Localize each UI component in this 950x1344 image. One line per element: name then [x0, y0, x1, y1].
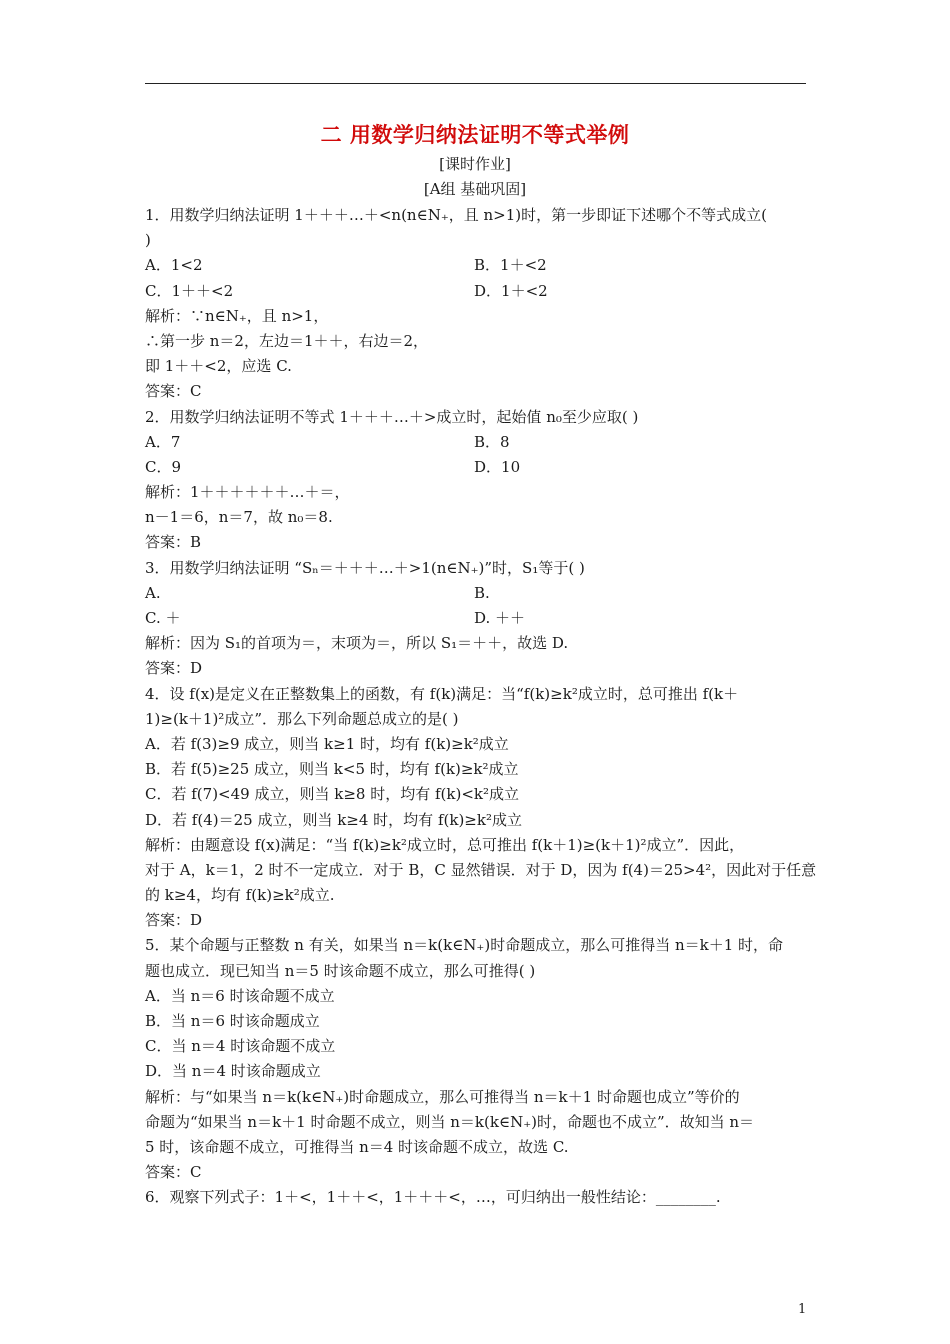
option-left: A．1<2	[145, 256, 203, 275]
option-right: D. ＋＋	[474, 609, 526, 627]
text-line	[145, 354, 810, 379]
subtitle: [课时作业]	[439, 155, 511, 173]
line-text: 解析：由题意设 f(x)满足：“当 f(k)≥k²成立时，总可推出 f(k＋1)≥(k＋1)²成立”．因此，	[145, 835, 745, 854]
line-text: 答案：C	[145, 1163, 202, 1182]
text-line	[145, 329, 810, 354]
line-text: 3．用数学归纳法证明 “Sₙ＝＋＋＋…＋>1(n∈N₊)”时，S₁等于( )	[145, 558, 585, 577]
text-line	[145, 581, 810, 606]
text-line	[145, 1160, 810, 1185]
text-line	[145, 883, 810, 908]
page-number: 1	[798, 1302, 807, 1317]
line-text: 的 k≥4，均有 f(k)≥k²成立.	[145, 886, 335, 905]
text-line	[145, 833, 810, 858]
text-line	[145, 959, 810, 984]
line-text: 即 1＋＋<2，应选 C.	[145, 357, 292, 376]
line-text: 解析：∵n∈N₊，且 n>1，	[145, 306, 329, 325]
text-line	[145, 253, 810, 278]
option-left: C．9	[145, 457, 182, 476]
text-line	[145, 1034, 810, 1059]
text-line	[145, 430, 810, 455]
line-text: 题也成立．现已知当 n＝5 时该命题不成立，那么可推得( )	[145, 961, 536, 980]
text-line	[145, 933, 810, 958]
line-text: n－1＝6，n＝7，故 n₀＝8.	[145, 508, 333, 527]
page-title: 二 用数学归纳法证明不等式举例	[320, 122, 630, 147]
line-text: B．若 f(5)≥25 成立，则当 k<5 时，均有 f(k)≥k²成立	[145, 760, 519, 779]
text-line	[145, 228, 810, 253]
text-line	[145, 757, 810, 782]
line-text: ∴第一步 n＝2，左边＝1＋＋，右边＝2，	[145, 331, 429, 350]
line-text: 答案：D	[145, 911, 203, 930]
text-line	[145, 304, 810, 329]
text-line	[145, 656, 810, 681]
option-right: B．8	[474, 432, 510, 451]
text-line	[145, 1059, 810, 1084]
option-right: D．10	[474, 457, 521, 476]
text-line	[145, 1085, 810, 1110]
text-line	[145, 203, 810, 228]
line-text: 答案：D	[145, 659, 203, 678]
text-line	[145, 1185, 810, 1210]
line-text: 命题为“如果当 n＝k＋1 时命题不成立，则当 n＝k(k∈N₊)时，命题也不成立”．故知当 n＝	[145, 1112, 755, 1131]
text-line	[145, 556, 810, 581]
line-text: )	[145, 231, 151, 250]
text-line	[145, 530, 810, 555]
text-line	[145, 379, 810, 404]
text-line	[145, 984, 810, 1009]
text-line	[145, 1110, 810, 1135]
line-text: B．当 n＝6 时该命题成立	[145, 1012, 320, 1030]
text-line	[145, 682, 810, 707]
line-text: 解析：因为 S₁的首项为＝，末项为＝，所以 S₁＝＋＋，故选 D.	[145, 634, 569, 653]
text-line	[145, 631, 810, 656]
group-heading: [A组 基础巩固]	[423, 180, 527, 198]
option-right: B.	[474, 583, 490, 602]
line-text: 2．用数学归纳法证明不等式 1＋＋＋…＋>成立时，起始值 n₀至少应取( )	[145, 407, 639, 426]
option-left: C. ＋	[145, 609, 181, 627]
option-right: B．1＋<2	[474, 256, 547, 275]
text-line	[145, 455, 810, 480]
text-line	[145, 782, 810, 807]
option-left: A.	[145, 583, 161, 602]
line-text: 5．某个命题与正整数 n 有关，如果当 n＝k(k∈N₊)时命题成立，那么可推得当 n＝k＋1 时，命	[145, 936, 784, 955]
line-text: 解析：与“如果当 n＝k(k∈N₊)时命题成立，那么可推得当 n＝k＋1 时命题也成立”等价的	[145, 1087, 740, 1106]
text-line	[145, 405, 810, 430]
text-line	[145, 707, 810, 732]
text-line	[145, 505, 810, 530]
line-text: 1)≥(k＋1)²成立”．那么下列命题总成立的是( )	[145, 709, 459, 728]
line-text: 1．用数学归纳法证明 1＋＋＋…＋<n(n∈N₊，且 n>1)时，第一步即证下述哪个不等式成立(	[145, 206, 767, 224]
line-text: C．当 n＝4 时该命题不成立	[145, 1037, 336, 1056]
line-text: 答案：B	[145, 533, 202, 552]
line-text: D．当 n＝4 时该命题成立	[145, 1062, 321, 1081]
text-line	[145, 606, 810, 631]
text-line	[145, 279, 810, 304]
line-text: A．当 n＝6 时该命题不成立	[145, 986, 335, 1005]
line-text: 6．观察下列式子：1＋<，1＋＋<，1＋＋＋<，…，可归纳出一般性结论：________.	[145, 1188, 721, 1207]
text-line	[145, 1135, 810, 1160]
text-line	[145, 908, 810, 933]
text-line	[145, 808, 810, 833]
line-text: A．若 f(3)≥9 成立，则当 k≥1 时，均有 f(k)≥k²成立	[145, 734, 509, 753]
text-line	[145, 1009, 810, 1034]
document-body	[145, 203, 817, 1211]
option-right: D．1＋<2	[474, 281, 548, 300]
option-left: A．7	[145, 432, 181, 451]
line-text: 4．设 f(x)是定义在正整数集上的函数，有 f(k)满足：当“f(k)≥k²成立时，总可推出 f(k＋	[145, 684, 739, 703]
line-text: 解析：1＋＋＋＋＋＋…＋＝，	[145, 483, 350, 502]
text-line	[145, 858, 817, 883]
line-text: 对于 A，k＝1，2 时不一定成立．对于 B，C 显然错误．对于 D，因为 f(4)＝25>4²，因此对于任意	[145, 860, 817, 879]
option-left: C．1＋＋<2	[145, 281, 234, 300]
line-text: 答案：C	[145, 382, 202, 401]
line-text: C．若 f(7)<49 成立，则当 k≥8 时，均有 f(k)<k²成立	[145, 785, 519, 804]
header-rule	[145, 83, 806, 84]
text-line	[145, 732, 810, 757]
line-text: D．若 f(4)＝25 成立，则当 k≥4 时，均有 f(k)≥k²成立	[145, 810, 522, 829]
line-text: 5 时，该命题不成立，可推得当 n＝4 时该命题不成立，故选 C.	[145, 1137, 569, 1156]
text-line	[145, 480, 810, 505]
